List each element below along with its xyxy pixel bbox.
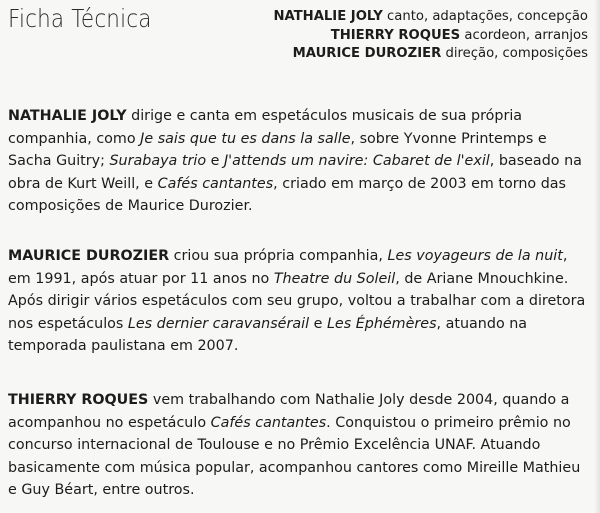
credit-role: direção, composições xyxy=(445,46,588,61)
bio-work-title: Les voyageurs de la nuit xyxy=(387,248,563,264)
credit-line xyxy=(273,27,588,46)
bio-thierry-roques xyxy=(8,389,590,502)
bio-text: , baseado na obra de Kurt Weill, e xyxy=(8,153,582,192)
bio-work-title: Les Éphémères xyxy=(326,315,437,332)
bio-name: NATHALIE JOLY xyxy=(8,108,127,124)
bio-text: vem trabalhando com Nathalie Joly desde 2004, quando a acompanhou no espetáculo xyxy=(8,392,570,431)
credit-line xyxy=(273,8,588,27)
credit-role: acordeon, arranjos xyxy=(464,27,588,43)
bio-text: , sobre Yvonne Printemps e Sacha Guitry; xyxy=(8,130,547,169)
bio-work-title: Cafés cantantes xyxy=(210,414,327,431)
bio-work-title: J'attends um navire: Cabaret de l'exil xyxy=(223,153,490,169)
bio-nathalie-joly xyxy=(8,105,590,218)
bio-text: , em 1991, após atuar por 11 anos no xyxy=(8,248,568,287)
credit-role: canto, adaptações, concepção xyxy=(387,9,588,24)
bio-text: e xyxy=(206,153,224,169)
bio-name: THIERRY ROQUES xyxy=(8,392,149,408)
bio-text: e xyxy=(309,315,327,332)
credit-name: MAURICE DUROZIER xyxy=(292,46,442,61)
credit-line xyxy=(273,45,588,64)
credits-list xyxy=(273,8,588,64)
bio-work-title: Je sais que tu es dans la salle xyxy=(140,130,351,147)
bio-text: , criado em março de 2003 em torno das composições de Maurice Durozier. xyxy=(8,175,566,214)
bio-work-title: Surabaya trio xyxy=(109,153,207,169)
bio-text: criou sua própria companhia, xyxy=(169,248,388,264)
credit-name: THIERRY ROQUES xyxy=(330,27,461,43)
bio-text: . Conquistou o primeiro prêmio no concurso internacional de Toulouse e no Prêmio Excelência UNAF. Atuando basicamente com música popular, acompanhou cantores como Mireille Mathieu e Guy Béart, entre outros. xyxy=(8,414,581,498)
bio-text: , atuando na temporada paulistana em 2007. xyxy=(8,315,528,354)
bio-work-title: Cafés cantantes xyxy=(157,175,274,192)
bio-work-title: Les dernier caravansérail xyxy=(127,315,310,332)
bio-maurice-durozier xyxy=(8,245,590,358)
bio-name: MAURICE DUROZIER xyxy=(8,248,170,264)
page-edge-shadow xyxy=(594,0,600,513)
bio-work-title: Theatre du Soleil xyxy=(273,270,396,287)
credit-name: NATHALIE JOLY xyxy=(273,9,383,24)
page-title: Ficha Técnica xyxy=(8,4,152,33)
bio-text: dirige e canta em espetáculos musicais de sua própria companhia, como xyxy=(8,108,523,147)
bio-text: , de Ariane Mnouchkine. Após dirigir vários espetáculos com seu grupo, voltou a trabalhar com a diretora nos espetáculos xyxy=(8,270,586,332)
